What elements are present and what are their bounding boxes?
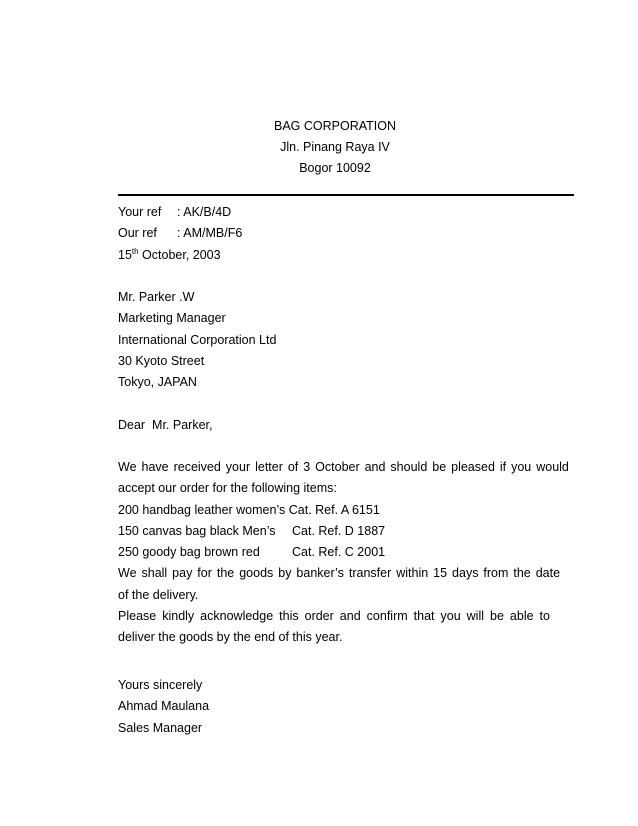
signer-title: Sales Manager <box>118 720 203 735</box>
letterhead <box>215 116 455 179</box>
recipient-company: International Corporation Ltd <box>118 332 277 347</box>
item-description: 200 handbag leather women’s <box>118 502 286 517</box>
letterhead-divider <box>118 194 574 196</box>
order-item <box>118 542 550 563</box>
our-ref-value: : AM/MB/F6 <box>177 226 243 241</box>
item-catalog-ref: Cat. Ref. C 2001 <box>292 545 386 560</box>
payment-line-2: of the delivery. <box>118 587 199 602</box>
acknowledge-line-2: deliver the goods by the end of this year. <box>118 630 343 645</box>
our-ref-line <box>118 223 558 244</box>
reference-block <box>118 202 558 266</box>
item-description: 250 goody bag brown red <box>118 545 260 560</box>
order-item <box>118 500 550 521</box>
company-city: Bogor 10092 <box>299 161 371 175</box>
letter-body <box>118 457 569 649</box>
company-street: Jln. Pinang Raya IV <box>280 140 390 154</box>
your-ref-value: : AK/B/4D <box>177 205 232 219</box>
signer-name: Ahmad Maulana <box>118 699 210 714</box>
recipient-name: Mr. Parker .W <box>118 290 195 304</box>
company-name: BAG CORPORATION <box>273 119 396 133</box>
salutation: Dear Mr. Parker, <box>118 418 213 432</box>
your-ref-line <box>118 202 558 223</box>
item-catalog-ref: Cat. Ref. D 1887 <box>292 523 386 538</box>
payment-line-1: We shall pay for the goods by banker’s transfer within 15 days from the date <box>118 566 561 581</box>
order-item <box>118 521 550 542</box>
item-description: 150 canvas bag black Men’s <box>118 523 276 538</box>
acknowledge-line-1: Please kindly acknowledge this order and confirm that you will be able to <box>118 609 550 624</box>
recipient-city: Tokyo, JAPAN <box>118 375 197 390</box>
closing-block <box>118 675 558 739</box>
item-catalog-ref: Cat. Ref. A 6151 <box>288 502 380 517</box>
date-day: 15 <box>118 247 132 262</box>
recipient-street: 30 Kyoto Street <box>118 353 205 368</box>
date-rest: October, 2003 <box>138 247 221 262</box>
letter-date <box>118 245 558 266</box>
our-ref-label: Our ref <box>118 226 157 241</box>
complimentary-close: Yours sincerely <box>118 678 203 692</box>
recipient-address <box>118 287 558 393</box>
recipient-title: Marketing Manager <box>118 311 226 326</box>
your-ref-label: Your ref <box>118 205 162 219</box>
date-suffix: th <box>131 246 139 256</box>
intro-line-1: We have received your letter of 3 October and should be pleased if you would <box>118 460 569 474</box>
intro-line-2: accept our order for the following items: <box>118 481 337 496</box>
